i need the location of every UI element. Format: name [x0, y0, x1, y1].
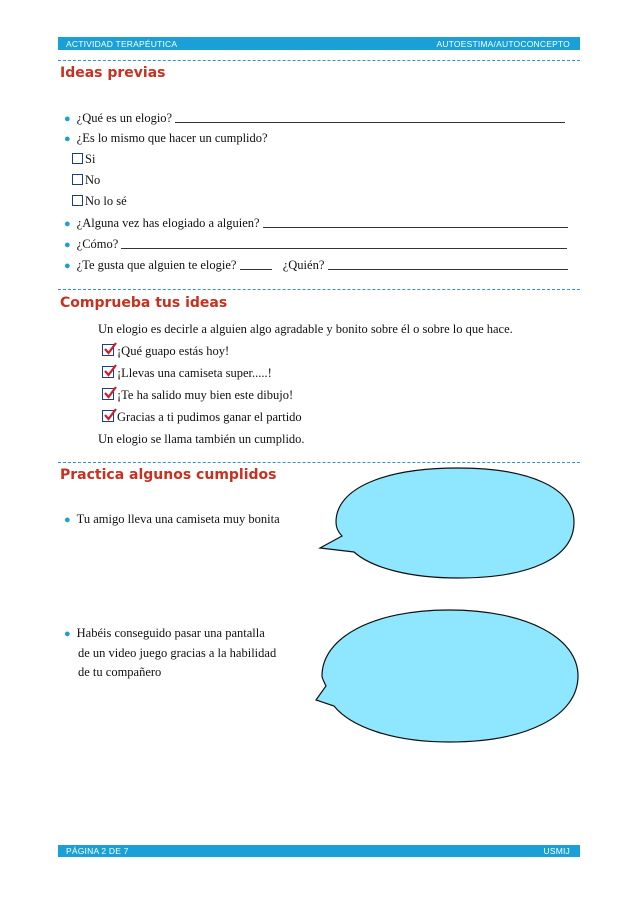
question-5b-text: ¿Quién? — [282, 258, 325, 272]
practice-item-2-line: Habéis conseguido pasar una pantalla — [76, 626, 265, 640]
question-1-text: ¿Qué es un elogio? — [76, 111, 173, 125]
bullet-icon: ● — [64, 133, 71, 145]
option-label: No lo sé — [85, 194, 127, 208]
section-title-practica: Practica algunos cumplidos — [60, 467, 277, 483]
bullet-icon: ● — [64, 628, 71, 640]
example-text: Gracias a ti pudimos ganar el partido — [117, 410, 302, 424]
question-2-text: ¿Es lo mismo que hacer un cumplido? — [76, 131, 268, 145]
question-4-text: ¿Cómo? — [76, 237, 119, 251]
speech-bubble-1[interactable] — [320, 468, 574, 578]
outro-text: Un elogio se llama también un cumplido. — [98, 432, 305, 446]
bullet-icon: ● — [64, 218, 71, 230]
question-5-text: ¿Te gusta que alguien te elogie? — [76, 258, 237, 272]
page-footer — [58, 845, 580, 857]
practice-item-2 — [64, 624, 276, 682]
practice-item-2-line: de un video juego gracias a la habilidad — [78, 646, 277, 660]
intro-text: Un elogio es decirle a alguien algo agradable y bonito sobre él o sobre lo que hace. — [98, 322, 513, 336]
bullet-icon: ● — [64, 514, 71, 526]
example-text: ¡Te ha salido muy bien este dibujo! — [117, 388, 294, 402]
practice-item-2-line: de tu compañero — [78, 665, 162, 679]
option-label: Si — [85, 152, 96, 166]
bullet-icon: ● — [64, 113, 71, 125]
header-right-text: AUTOESTIMA/AUTOCONCEPTO — [436, 38, 570, 49]
option-label: No — [85, 173, 101, 187]
practice-item-1-text: Tu amigo lleva una camiseta muy bonita — [76, 512, 280, 526]
question-3-text: ¿Alguna vez has elogiado a alguien? — [76, 216, 260, 230]
section-title-ideas-previas: Ideas previas — [60, 65, 166, 81]
footer-right-text: USMIJ — [543, 846, 570, 856]
section-title-comprueba: Comprueba tus ideas — [60, 295, 228, 311]
bullet-icon: ● — [64, 260, 71, 272]
header-left-text: ACTIVIDAD TERAPÉUTICA — [66, 38, 178, 49]
footer-page-number: PÁGINA 2 DE 7 — [66, 846, 129, 856]
practice-item-1 — [64, 512, 280, 527]
example-text: ¡Llevas una camiseta super.....! — [117, 366, 272, 380]
example-text: ¡Qué guapo estás hoy! — [117, 344, 230, 358]
bullet-icon: ● — [64, 239, 71, 251]
speech-bubble-2[interactable] — [316, 610, 578, 742]
